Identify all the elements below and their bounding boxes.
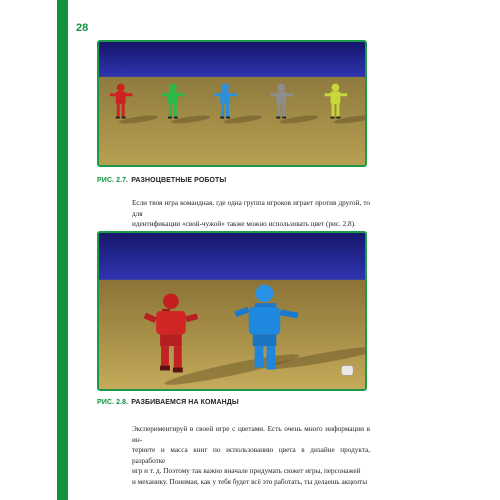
paragraph-line: тернете и масса книг по использованию цвета в дизайне продукта, разработке <box>132 446 370 465</box>
figure-team-split <box>97 231 367 391</box>
figure-title: РАЗНОЦВЕТНЫЕ РОБОТЫ <box>131 177 227 184</box>
paragraph <box>132 424 370 488</box>
figure-number: РИС. 2.7. <box>97 177 129 184</box>
team-robots-image <box>99 233 365 389</box>
paragraph-line: игр и т. д. Поэтому так важно вначале придумать сюжет игры, персонажей <box>132 467 361 476</box>
chat-icon <box>341 366 353 376</box>
figure-caption <box>97 177 226 184</box>
page-edge-stripe <box>57 0 68 500</box>
page-number: 28 <box>76 22 89 34</box>
figure-number: РИС. 2.8. <box>97 399 129 406</box>
paragraph-line: идентификации «свой-чужой» также можно использовать цвет (рис. 2.8). <box>132 220 356 229</box>
paragraph-line: Если твоя игра командная, где одна группа игроков играет против другой, то для <box>132 199 370 218</box>
paragraph <box>132 198 370 230</box>
colored-robots-image <box>99 42 365 165</box>
figure-colored-robots <box>97 40 367 167</box>
paragraph-line: и механику. Понимая, как у тебя будет всё это работать, ты делаешь акценты <box>132 477 368 486</box>
paragraph-line: Экспериментируй в своей игре с цветами. Есть очень много информации в ин- <box>132 425 370 444</box>
figure-title: РАЗБИВАЕМСЯ НА КОМАНДЫ <box>131 399 239 406</box>
figure-caption <box>97 399 239 406</box>
